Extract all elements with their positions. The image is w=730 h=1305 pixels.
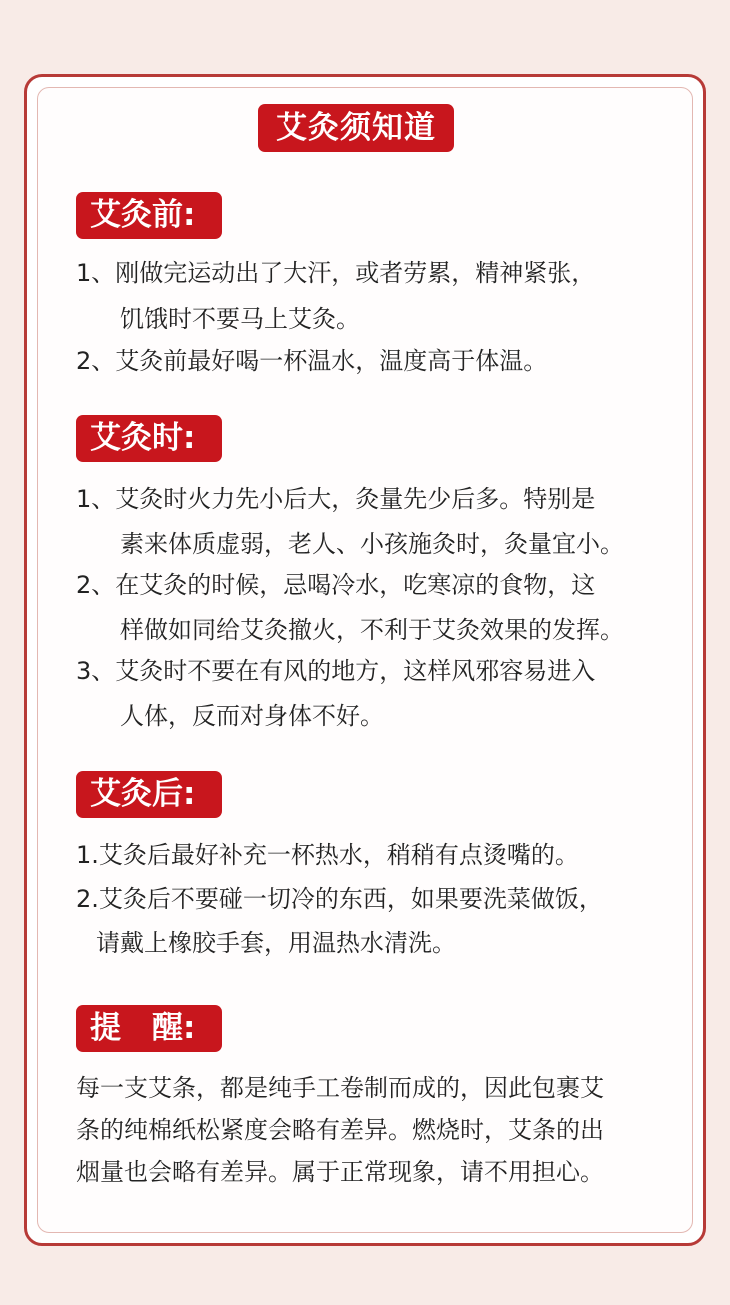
text-line: 饥饿时不要马上艾灸。: [120, 305, 360, 333]
text-line: 1、艾灸时火力先小后大，灸量先少后多。特别是: [76, 485, 596, 513]
text-line: 1.艾灸后最好补充一杯热水，稍稍有点烫嘴的。: [76, 841, 579, 869]
text-line: 样做如同给艾灸撤火，不利于艾灸效果的发挥。: [120, 616, 624, 644]
text-line: 烟量也会略有差异。属于正常现象，请不用担心。: [76, 1158, 604, 1186]
text-line: 1、刚做完运动出了大汗，或者劳累，精神紧张，: [76, 259, 596, 287]
text-line: 2、在艾灸的时候，忌喝冷水，吃寒凉的食物，这: [76, 571, 596, 599]
section-badge-before: 艾灸前:: [76, 192, 222, 239]
text-line: 3、艾灸时不要在有风的地方，这样风邪容易进入: [76, 657, 596, 685]
text-line: 每一支艾条，都是纯手工卷制而成的，因此包裹艾: [76, 1074, 604, 1102]
text-line: 请戴上橡胶手套，用温热水清洗。: [96, 929, 456, 957]
section-badge-after: 艾灸后:: [76, 771, 222, 818]
text-line: 条的纯棉纸松紧度会略有差异。燃烧时，艾条的出: [76, 1116, 604, 1144]
section-badge-during: 艾灸时:: [76, 415, 222, 462]
text-line: 2、艾灸前最好喝一杯温水，温度高于体温。: [76, 347, 548, 375]
section-badge-reminder: 提 醒:: [76, 1005, 222, 1052]
text-line: 人体，反而对身体不好。: [120, 702, 384, 730]
text-line: 素来体质虚弱，老人、小孩施灸时，灸量宜小。: [120, 530, 624, 558]
text-line: 2.艾灸后不要碰一切冷的东西，如果要洗菜做饭，: [76, 885, 603, 913]
page-title: 艾灸须知道: [258, 104, 454, 152]
